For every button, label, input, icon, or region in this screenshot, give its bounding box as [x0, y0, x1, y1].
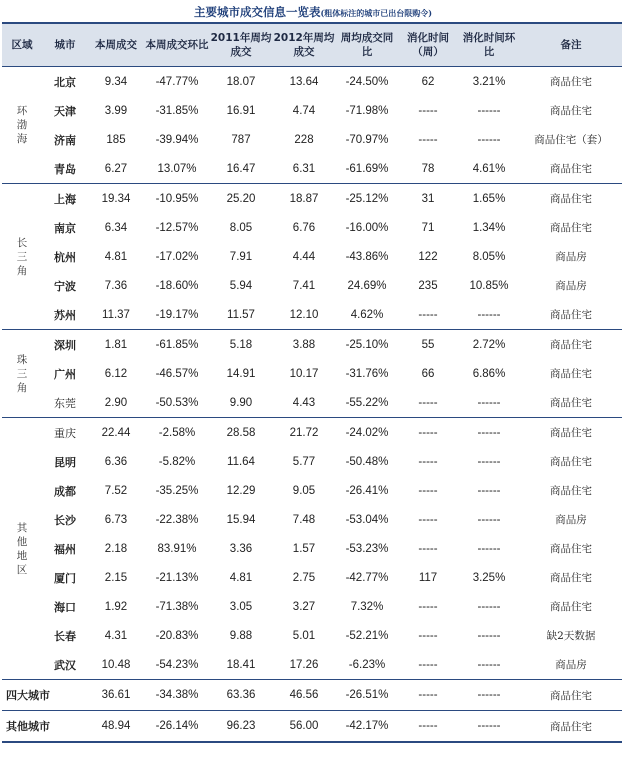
avg-2011-cell: 18.07 — [210, 67, 272, 97]
avg-2012-cell: 4.43 — [292, 396, 316, 409]
avg-2011-cell: 5.94 — [229, 279, 253, 292]
digest-change-cell: ------ — [477, 629, 501, 642]
digest-change-cell: ------ — [477, 104, 501, 117]
avg-2012-cell: 18.87 — [272, 184, 336, 214]
title-main: 主要城市成交信息一览表 — [193, 5, 321, 19]
avg-change-cell: -42.17% — [336, 711, 398, 743]
avg-change-cell: -70.97% — [345, 133, 389, 146]
avg-2012-cell: 21.72 — [272, 418, 336, 448]
table-row — [2, 388, 622, 418]
digest-change-cell: ------ — [477, 600, 501, 613]
avg-2011-cell: 3.05 — [229, 600, 253, 613]
table-row — [2, 359, 622, 388]
week-volume-cell: 6.27 — [104, 162, 128, 175]
avg-2011-cell: 3.36 — [229, 542, 253, 555]
avg-2011-cell: 5.18 — [210, 330, 272, 360]
table-row — [2, 125, 622, 154]
city-cell: 厦门 — [54, 571, 76, 585]
avg-2011-cell: 63.36 — [210, 680, 272, 711]
digest-weeks-cell: ----- — [418, 658, 438, 671]
avg-2011-cell: 787 — [231, 133, 251, 146]
remark-cell: 商品房 — [555, 251, 587, 263]
digest-weeks-cell: ----- — [418, 629, 438, 642]
digest-weeks-cell: 62 — [398, 67, 458, 97]
digest-weeks-cell: ----- — [418, 484, 438, 497]
week-change-cell: -22.38% — [155, 513, 199, 526]
week-change-cell: -61.85% — [144, 330, 210, 360]
table-row — [2, 476, 622, 505]
avg-2012-cell: 5.77 — [292, 455, 316, 468]
digest-change-cell: ------ — [477, 513, 501, 526]
week-change-cell: -17.02% — [155, 250, 199, 263]
avg-2011-cell: 9.90 — [229, 396, 253, 409]
digest-change-cell: 3.21% — [458, 67, 520, 97]
avg-change-cell: -31.76% — [345, 367, 389, 380]
week-change-cell: -46.57% — [155, 367, 199, 380]
digest-change-cell: 8.05% — [472, 250, 506, 263]
digest-weeks-cell: ----- — [398, 680, 458, 711]
week-change-cell: -5.82% — [158, 455, 196, 468]
week-volume-cell: 6.12 — [104, 367, 128, 380]
city-cell: 青岛 — [54, 162, 76, 176]
table-row — [2, 592, 622, 621]
digest-change-cell: 4.61% — [472, 162, 506, 175]
avg-2012-cell: 7.48 — [292, 513, 316, 526]
remark-cell: 商品住宅 — [520, 184, 622, 214]
region-cell — [2, 67, 42, 184]
summary-row — [2, 680, 622, 711]
city-cell: 昆明 — [54, 455, 76, 469]
summary-name-cell: 其他城市 — [2, 711, 88, 743]
avg-change-cell: -43.86% — [345, 250, 389, 263]
avg-change-cell: -26.41% — [345, 484, 389, 497]
week-volume-cell: 19.34 — [88, 184, 144, 214]
week-change-cell: -31.85% — [155, 104, 199, 117]
remark-cell: 商品住宅 — [550, 309, 592, 321]
digest-change-cell: 3.25% — [472, 571, 506, 584]
digest-weeks-cell: ----- — [398, 418, 458, 448]
header-city: 城市 — [42, 23, 88, 67]
avg-change-cell: -25.10% — [336, 330, 398, 360]
remark-cell: 商品住宅 — [550, 397, 592, 409]
digest-change-cell: ------ — [477, 308, 501, 321]
avg-2012-cell: 1.57 — [292, 542, 316, 555]
digest-change-cell: ------ — [458, 680, 520, 711]
header-avg-2011: 2011年周均成交 — [210, 23, 272, 67]
city-cell: 宁波 — [54, 279, 76, 293]
avg-2012-cell: 6.31 — [292, 162, 316, 175]
city-transaction-table — [2, 22, 622, 743]
week-change-cell: 83.91% — [157, 542, 197, 555]
week-volume-cell: 48.94 — [88, 711, 144, 743]
avg-2011-cell: 96.23 — [210, 711, 272, 743]
avg-2012-cell: 6.76 — [292, 221, 316, 234]
remark-cell: 商品住宅 — [520, 680, 622, 711]
table-row — [2, 650, 622, 680]
table-row — [2, 621, 622, 650]
table-row — [2, 184, 622, 214]
avg-2011-cell: 4.81 — [229, 571, 253, 584]
avg-change-cell: -52.21% — [345, 629, 389, 642]
avg-2012-cell: 17.26 — [289, 658, 319, 671]
remark-cell: 商品住宅 — [520, 711, 622, 743]
summary-name-cell: 四大城市 — [2, 680, 88, 711]
avg-2011-cell: 9.88 — [229, 629, 253, 642]
digest-weeks-cell: ----- — [418, 542, 438, 555]
digest-weeks-cell: ----- — [418, 308, 438, 321]
week-volume-cell: 4.31 — [104, 629, 128, 642]
digest-change-cell: 6.86% — [472, 367, 506, 380]
city-cell: 南京 — [54, 221, 76, 235]
avg-2012-cell: 3.27 — [292, 600, 316, 613]
avg-change-cell: -61.69% — [345, 162, 389, 175]
table-row — [2, 213, 622, 242]
header-avg-change: 周均成交同比 — [336, 23, 398, 67]
remark-cell: 商品住宅（套） — [534, 134, 608, 146]
digest-weeks-cell: ----- — [418, 600, 438, 613]
week-change-cell: -21.13% — [155, 571, 199, 584]
table-row — [2, 418, 622, 448]
header-week-volume: 本周成交 — [88, 23, 144, 67]
remark-cell: 商品住宅 — [550, 485, 592, 497]
avg-2011-cell: 7.91 — [229, 250, 253, 263]
header-digest-change: 消化时间环比 — [458, 23, 520, 67]
digest-change-cell: 1.65% — [458, 184, 520, 214]
digest-weeks-cell: 71 — [421, 221, 435, 234]
digest-change-cell: 10.85% — [469, 279, 509, 292]
week-change-cell: -39.94% — [155, 133, 199, 146]
week-volume-cell: 10.48 — [101, 658, 131, 671]
table-row — [2, 242, 622, 271]
city-cell: 苏州 — [54, 308, 76, 322]
avg-change-cell: -26.51% — [336, 680, 398, 711]
region-label: 长三角 — [16, 236, 28, 277]
week-volume-cell: 22.44 — [88, 418, 144, 448]
digest-change-cell: ------ — [458, 418, 520, 448]
region-label: 环渤海 — [16, 105, 28, 145]
avg-2012-cell: 9.05 — [292, 484, 316, 497]
avg-change-cell: -53.23% — [345, 542, 389, 555]
table-row — [2, 154, 622, 184]
week-volume-cell: 2.15 — [104, 571, 128, 584]
avg-change-cell: -42.77% — [345, 571, 389, 584]
remark-cell: 商品住宅 — [520, 330, 622, 360]
avg-2012-cell: 2.75 — [292, 571, 316, 584]
title-note: (粗体标注的城市已出台限购令) — [320, 8, 433, 18]
table-title — [0, 2, 626, 22]
week-volume-cell: 9.34 — [88, 67, 144, 97]
avg-2012-cell: 3.88 — [272, 330, 336, 360]
week-volume-cell: 1.92 — [104, 600, 128, 613]
remark-cell: 商品房 — [555, 280, 587, 292]
table-body — [2, 67, 622, 743]
region-label: 珠三角 — [16, 353, 28, 394]
week-volume-cell: 3.99 — [104, 104, 128, 117]
avg-2011-cell: 25.20 — [210, 184, 272, 214]
city-cell: 成都 — [54, 484, 76, 498]
avg-2012-cell: 13.64 — [272, 67, 336, 97]
avg-change-cell: -16.00% — [345, 221, 389, 234]
avg-2011-cell: 11.57 — [227, 308, 255, 321]
digest-change-cell: 1.34% — [472, 221, 506, 234]
table-row — [2, 534, 622, 563]
week-change-cell: -35.25% — [155, 484, 199, 497]
table-row — [2, 300, 622, 330]
avg-change-cell: 24.69% — [347, 279, 387, 292]
remark-cell: 商品住宅 — [550, 543, 592, 555]
avg-2012-cell: 228 — [294, 133, 314, 146]
avg-2012-cell: 10.17 — [289, 367, 319, 380]
week-change-cell: -18.60% — [155, 279, 199, 292]
digest-weeks-cell: ----- — [418, 104, 438, 117]
digest-weeks-cell: 117 — [418, 571, 438, 584]
avg-2011-cell: 16.47 — [226, 162, 256, 175]
table-row — [2, 563, 622, 592]
remark-cell: 缺2天数据 — [546, 630, 596, 642]
digest-change-cell: ------ — [477, 133, 501, 146]
remark-cell: 商品住宅 — [550, 572, 592, 584]
digest-weeks-cell: 55 — [398, 330, 458, 360]
week-volume-cell: 1.81 — [88, 330, 144, 360]
week-change-cell: -20.83% — [155, 629, 199, 642]
week-volume-cell: 11.37 — [102, 308, 130, 321]
digest-weeks-cell: 235 — [418, 279, 438, 292]
digest-weeks-cell: ----- — [418, 396, 438, 409]
week-volume-cell: 2.90 — [104, 396, 128, 409]
avg-2012-cell: 4.74 — [292, 104, 316, 117]
digest-weeks-cell: 78 — [421, 162, 435, 175]
week-volume-cell: 2.18 — [104, 542, 128, 555]
avg-change-cell: -24.50% — [336, 67, 398, 97]
city-cell: 广州 — [54, 367, 76, 381]
avg-2012-cell: 7.41 — [292, 279, 316, 292]
header-digest-weeks: 消化时间（周） — [398, 23, 458, 67]
avg-change-cell: -71.98% — [345, 104, 389, 117]
digest-change-cell: ------ — [477, 484, 501, 497]
week-volume-cell: 6.36 — [104, 455, 128, 468]
city-cell: 济南 — [54, 133, 76, 147]
region-label: 其他地区 — [16, 521, 28, 576]
digest-change-cell: ------ — [477, 396, 501, 409]
digest-weeks-cell: ----- — [418, 133, 438, 146]
week-volume-cell: 4.81 — [104, 250, 128, 263]
avg-2012-cell: 56.00 — [272, 711, 336, 743]
digest-weeks-cell: ----- — [398, 711, 458, 743]
table-row — [2, 330, 622, 360]
region-cell — [2, 184, 42, 330]
remark-cell: 商品住宅 — [550, 163, 592, 175]
remark-cell: 商品住宅 — [550, 456, 592, 468]
avg-2012-cell: 12.10 — [289, 308, 319, 321]
city-cell: 重庆 — [42, 418, 88, 448]
table-row — [2, 505, 622, 534]
week-change-cell: -54.23% — [155, 658, 199, 671]
summary-row — [2, 711, 622, 743]
digest-change-cell: ------ — [477, 542, 501, 555]
week-change-cell: -10.95% — [144, 184, 210, 214]
avg-change-cell: -55.22% — [345, 396, 389, 409]
digest-change-cell: 2.72% — [458, 330, 520, 360]
city-cell: 东莞 — [54, 396, 76, 410]
remark-cell: 商品住宅 — [550, 105, 592, 117]
week-volume-cell: 36.61 — [88, 680, 144, 711]
week-change-cell: -2.58% — [144, 418, 210, 448]
region-cell — [2, 418, 42, 680]
city-cell: 长沙 — [54, 513, 76, 527]
digest-change-cell: ------ — [477, 455, 501, 468]
week-change-cell: -50.53% — [155, 396, 199, 409]
city-cell: 武汉 — [54, 658, 76, 672]
avg-2011-cell: 8.05 — [229, 221, 253, 234]
week-volume-cell: 7.36 — [104, 279, 128, 292]
remark-cell: 商品住宅 — [550, 222, 592, 234]
digest-weeks-cell: ----- — [418, 513, 438, 526]
region-cell — [2, 330, 42, 418]
avg-change-cell: -50.48% — [345, 455, 389, 468]
avg-change-cell: 7.32% — [350, 600, 384, 613]
week-change-cell: 13.07% — [157, 162, 197, 175]
digest-weeks-cell: 122 — [418, 250, 438, 263]
avg-change-cell: -25.12% — [336, 184, 398, 214]
city-cell: 长春 — [54, 629, 76, 643]
week-change-cell: -19.17% — [155, 308, 199, 321]
header-region: 区域 — [2, 23, 42, 67]
week-volume-cell: 185 — [106, 133, 126, 146]
header-row — [2, 23, 622, 67]
avg-2011-cell: 18.41 — [226, 658, 256, 671]
avg-2011-cell: 15.94 — [226, 513, 256, 526]
city-cell: 海口 — [54, 600, 76, 614]
header-avg-2012: 2012年周均成交 — [272, 23, 336, 67]
avg-2012-cell: 5.01 — [292, 629, 316, 642]
week-change-cell: -26.14% — [144, 711, 210, 743]
header-week-volume-change: 本周成交环比 — [144, 23, 210, 67]
city-cell: 天津 — [54, 104, 76, 118]
city-cell: 北京 — [42, 67, 88, 97]
week-change-cell: -12.57% — [155, 221, 199, 234]
table-row — [2, 67, 622, 97]
digest-weeks-cell: 31 — [398, 184, 458, 214]
digest-change-cell: ------ — [458, 711, 520, 743]
digest-weeks-cell: ----- — [418, 455, 438, 468]
remark-cell: 商品住宅 — [520, 418, 622, 448]
week-change-cell: -47.77% — [144, 67, 210, 97]
table-row — [2, 96, 622, 125]
digest-weeks-cell: 66 — [421, 367, 435, 380]
avg-2012-cell: 46.56 — [272, 680, 336, 711]
avg-change-cell: -53.04% — [345, 513, 389, 526]
week-change-cell: -71.38% — [155, 600, 199, 613]
week-change-cell: -34.38% — [144, 680, 210, 711]
remark-cell: 商品住宅 — [520, 67, 622, 97]
table-row — [2, 271, 622, 300]
remark-cell: 商品房 — [555, 659, 587, 671]
city-cell: 杭州 — [54, 250, 76, 264]
remark-cell: 商品房 — [555, 514, 587, 526]
avg-change-cell: -24.02% — [336, 418, 398, 448]
table-row — [2, 447, 622, 476]
avg-2011-cell: 12.29 — [226, 484, 256, 497]
avg-2012-cell: 4.44 — [292, 250, 316, 263]
remark-cell: 商品住宅 — [550, 601, 592, 613]
avg-2011-cell: 11.64 — [227, 455, 255, 468]
avg-2011-cell: 16.91 — [226, 104, 256, 117]
avg-change-cell: -6.23% — [348, 658, 386, 671]
city-cell: 上海 — [42, 184, 88, 214]
week-volume-cell: 6.73 — [104, 513, 128, 526]
avg-change-cell: 4.62% — [350, 308, 384, 321]
header-remark: 备注 — [520, 23, 622, 67]
digest-change-cell: ------ — [477, 658, 501, 671]
city-cell: 福州 — [54, 542, 76, 556]
remark-cell: 商品住宅 — [550, 368, 592, 380]
avg-2011-cell: 14.91 — [226, 367, 256, 380]
avg-2011-cell: 28.58 — [210, 418, 272, 448]
week-volume-cell: 7.52 — [104, 484, 128, 497]
week-volume-cell: 6.34 — [104, 221, 128, 234]
city-cell: 深圳 — [42, 330, 88, 360]
